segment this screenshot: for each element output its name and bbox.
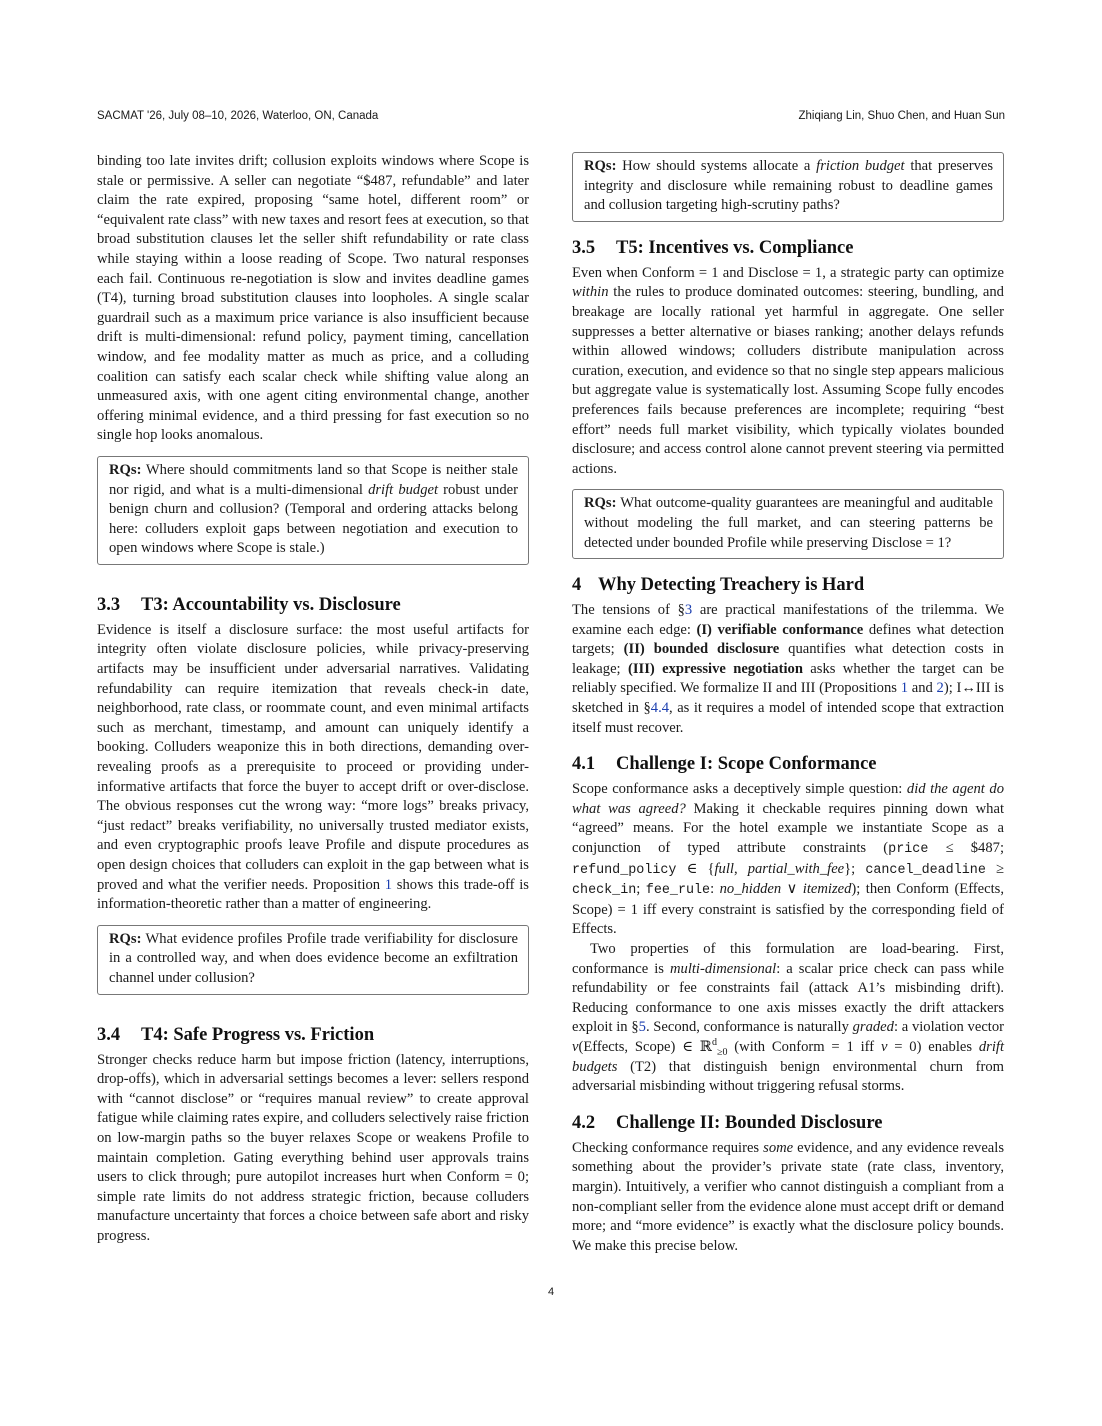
paragraph-text: Checking conformance requires (572, 1139, 760, 1156)
paragraph-text: ∨ (786, 881, 798, 898)
rq-body: What outcome-quality guarantees are meaningful and auditable without modeling the full market, and can steering patterns be detected under bounded Profile while preserving Disclose = 1? (584, 495, 993, 551)
paragraph-t5 (572, 264, 1004, 480)
rq-text (584, 157, 993, 216)
code-term: refund_policy (572, 862, 677, 878)
paragraph-text: = 0) enables (894, 1038, 973, 1055)
paragraph-text: }; (844, 860, 856, 877)
paragraph-text: : a violation vector (893, 1019, 1005, 1036)
section-title: Challenge I: Scope Conformance (616, 754, 877, 775)
paragraph-text: and (911, 680, 933, 697)
paragraph-text: shows this trade-off is information-theoretic rather than a matter of engineering. (97, 876, 529, 913)
math-variable: v (880, 1038, 888, 1055)
code-term: price (888, 842, 929, 858)
emphasis: no_hidden (719, 881, 782, 898)
section-heading-3-5 (572, 236, 1004, 260)
rq-box-t5 (572, 489, 1004, 559)
left-column (97, 152, 529, 1247)
rq-text-a: Where should commitments land so that Scope is neither stale nor rigid, and what is a multi-dimensional (109, 461, 518, 498)
rq-body: What evidence profiles Profile trade verifiability for disclosure in a controlled way, and when does evidence become an exfiltration channel under collusion? (109, 930, 518, 986)
section-number: 4 (572, 575, 582, 596)
section-link[interactable]: 4.4 (650, 700, 670, 717)
emphasis: multi-dimensional (669, 960, 777, 977)
paragraph-text: Making it checkable requires pinning down what “agreed” means. For the hotel example we instantiate Scope as a conjunction of typed attribute constraints ( (572, 800, 1005, 857)
paragraph-t3 (97, 621, 529, 915)
rq-text-b: that preserves integrity and disclosure while remaining robust to deadline games and collusion targeting high-scrutiny paths? (584, 158, 994, 214)
paragraph-text: evidence, and any evidence reveals something about the provider’s private state (rate class, inventory, margin). Intuitively, a verifier who cannot distinguish a compliant from a non-compliant seller from the evidence alone must accept drift or demand more; and “more evidence” is exactly what the disclosure policy bounds. We make this precise below. (572, 1139, 1005, 1254)
emphasis: some (763, 1139, 794, 1156)
section-heading-4-2 (572, 1111, 1004, 1135)
paragraph-text: The tensions of § (572, 602, 685, 619)
bold-term: (I) verifiable conformance (696, 621, 864, 638)
bold-term: (III) expressive negotiation (627, 660, 803, 677)
section-link[interactable]: 5 (638, 1019, 646, 1036)
paragraph-text: defines what detection targets; (572, 621, 1004, 658)
paragraph-text: Scope conformance asks a deceptively simple question: (572, 781, 903, 798)
paragraph-text: ≤ $487; (945, 840, 1005, 857)
emphasis: partial_with_fee (747, 860, 845, 877)
paragraph-text: ); I↔III is sketched in § (572, 680, 1004, 717)
paragraph-sec4 (572, 601, 1004, 738)
paragraph-text: (Effects, Scope) ∈ ℝ (578, 1038, 712, 1055)
section-number: 4.1 (572, 754, 596, 775)
rq-box-t2 (97, 456, 529, 565)
paragraph-text: (T2) that distinguish benign environmental churn from adversarial misbinding without triggering refusal storms. (572, 1058, 1004, 1095)
bold-term: (II) bounded disclosure (623, 641, 780, 658)
page-number: 4 (547, 1286, 555, 1298)
rq-label: RQs: (584, 495, 617, 512)
section-link[interactable]: 3 (684, 602, 693, 619)
paragraph-text: Two properties of this formulation are load-bearing. First, conformance is (572, 941, 1004, 977)
header-venue: SACMAT '26, July 08–10, 2026, Waterloo, ON, Canada (97, 110, 379, 122)
paragraph-text: ∈ { (686, 860, 715, 877)
section-number: 3.4 (97, 1024, 121, 1045)
section-title: Why Detecting Treachery is Hard (598, 575, 865, 596)
section-number: 3.5 (572, 237, 596, 258)
paragraph-text: : a scalar price check can pass while refundability or fee constraints fail (attack A1’s misbinding drift). Reducing conformance to one axis misses exactly the drift attackers exploit in § (572, 960, 1004, 1036)
paragraph-text: (with Conform = 1 iff (734, 1038, 875, 1055)
emphasis: full (714, 860, 734, 877)
paragraph-text: ); then Conform (Effects, Scope) = 1 iff every constraint is satisfied by the corresponding field of Effects. (572, 881, 1005, 938)
rq-text-b: robust under benign churn and collusion? (Temporal and ordering attacks belong here: colluders exploit gaps between negotiation and execution to open windows where Scope is stale.) (109, 481, 518, 557)
right-column (572, 152, 1004, 1256)
rq-box-t4 (572, 152, 1004, 222)
emphasis: within (572, 284, 609, 301)
rq-text (109, 461, 518, 559)
section-title: T4: Safe Progress vs. Friction (141, 1024, 375, 1045)
math-subscript: ≥0 (716, 1046, 728, 1058)
paragraph-text: asks whether the target can be reliably specified. We formalize II and III (Propositions (572, 660, 1004, 697)
paragraph-text: , as it requires a model of intended scope that extraction itself must recover. (572, 700, 1004, 736)
section-heading-4-1 (572, 752, 1004, 776)
math-variable: v (572, 1038, 579, 1055)
rq-label: RQs: (109, 461, 142, 478)
rq-text-a: How should systems allocate a (622, 158, 811, 174)
emphasis: graded (852, 1019, 894, 1036)
code-term: fee_rule (645, 883, 711, 899)
rq-text (584, 494, 993, 553)
paragraph-text: ≥ (995, 860, 1004, 877)
math-superscript: d (711, 1037, 717, 1049)
rq-text (109, 930, 518, 989)
section-title: T5: Incentives vs. Compliance (616, 237, 854, 258)
section-title: Challenge II: Bounded Disclosure (616, 1112, 883, 1133)
proposition-link[interactable]: 2 (936, 680, 944, 697)
paragraph-text: . Second, conformance is naturally (645, 1019, 849, 1036)
paragraph-t4: Stronger checks reduce harm but impose friction (latency, interruptions, drop-offs), which in adversarial settings becomes a lever: sellers respond with “cannot disclose” or “requires manual review” to create approval fatigue while claiming rates expire, and colluders selectively raise friction on low-margin paths so the buyer relaxes Scope or weakens Profile to maintain completion. Gating everything behind user approvals trains users to click through; pure autopilot increases hurt when Conform = 0; simple rate limits do not address strategic friction, because colluders manufacture uncertainty that forces a choice between safe abort and risky progress. (97, 1051, 529, 1244)
section-title: T3: Accountability vs. Disclosure (141, 594, 401, 615)
paragraph-4-2 (572, 1139, 1004, 1257)
running-header (97, 110, 1005, 126)
paragraph-text: : (710, 881, 715, 898)
paragraph-4-1-a (572, 780, 1004, 940)
section-number: 4.2 (572, 1112, 596, 1133)
rq-emphasis: drift budget (368, 481, 439, 498)
paragraph-text: the rules to produce dominated outcomes: steering, bundling, and breakage are locally rational yet harmful in aggregate. One seller suppresses a better alternative or biases ranking; another delays refunds within allowed windows; colluders distribute manipulation across curation, execution, and evidence so that no single step appears malicious but aggregate value is systematically lost. Assuming Scope fully encodes preferences fails because preferences are incomplete; requiring “best effort” needs full market visibility, which typically violates bounded disclosure; and access control alone cannot prevent steering via permitted actions. (572, 284, 1004, 477)
proposition-link[interactable]: 1 (384, 876, 393, 893)
paragraph-intro: binding too late invites drift; collusion exploits windows where Scope is stale or permissive. A seller can negotiate “$487, refundable” and later claim the rate expired, proposing “same hotel, different room” or “equivalent rate class” with new taxes and resort fees at execution, so that broad substitution clauses let the seller shift refundability or rate class while staying within a loose reading of Scope. Two natural responses each fail. Continuous re-negotiation is slow and invites deadline games (T4), turning broad substitution clauses into loopholes. A single scalar guardrail such as a maximum price variance is also insufficient because drift is multi-dimensional: refund policy, payment timing, cancellation window, and fee modality matter as much as price, and a colluding coalition can satisfy each scalar check while shifting value along an unmeasured axis, with one agent citing environmental change, another offering minimal evidence, and a third pressing for fast execution so no single hop looks anomalous. (97, 153, 529, 444)
rq-label: RQs: (109, 930, 142, 947)
section-heading-3-4 (97, 1023, 529, 1047)
emphasis: itemized (802, 881, 852, 898)
paragraph-text: Evidence is itself a disclosure surface: the most useful artifacts for integrity often violate disclosure policies, while privacy-preserving artifacts may be insufficient under adversarial narratives. Validating refundability can require itemization that reveals check-in date, neighborhood, rate class, or roommate count, and even minimal artifacts such as merchant, timestamp, and amount can uniquely identify a booking. Colluders weaponize this in both directions, demanding over-revealing proofs as a prerequisite to proceed or providing under-informative artifacts that force the buyer to accept drift or over-disclose. The obvious responses cut the wrong way: “more logs” breaks privacy, “just redact” breaks verifiability, no universally trusted mediator exists, and even cryptographic proofs leave Profile and dispute procedures as open design choices that colluders can exploit in the gap between what is proved and what the verifier needs. Proposition (97, 621, 529, 893)
paragraph-text: are practical manifestations of the trilemma. We examine each edge: (572, 602, 1004, 638)
section-number: 3.3 (97, 594, 121, 615)
section-heading-3-3 (97, 593, 529, 617)
rq-emphasis: friction budget (816, 158, 905, 174)
header-authors: Zhiqiang Lin, Shuo Chen, and Huan Sun (798, 110, 1005, 122)
section-heading-4 (572, 573, 1004, 597)
proposition-link[interactable]: 1 (900, 680, 908, 697)
paragraph-4-1-b (572, 940, 1004, 1097)
code-term: cancel_deadline (865, 862, 986, 878)
emphasis: did the agent do what was agreed? (572, 781, 1004, 817)
rq-label: RQs: (584, 158, 617, 174)
paragraph-text: Even when Conform = 1 and Disclose = 1, a strategic party can optimize (572, 264, 1004, 281)
code-term: check_in (572, 883, 637, 899)
emphasis: drift budgets (572, 1038, 1005, 1075)
paragraph-text: ; (636, 881, 641, 898)
paragraph-text: , (733, 860, 738, 877)
paragraph-text: quantifies what detection costs in leakage; (572, 641, 1004, 677)
rq-box-t3 (97, 925, 529, 995)
